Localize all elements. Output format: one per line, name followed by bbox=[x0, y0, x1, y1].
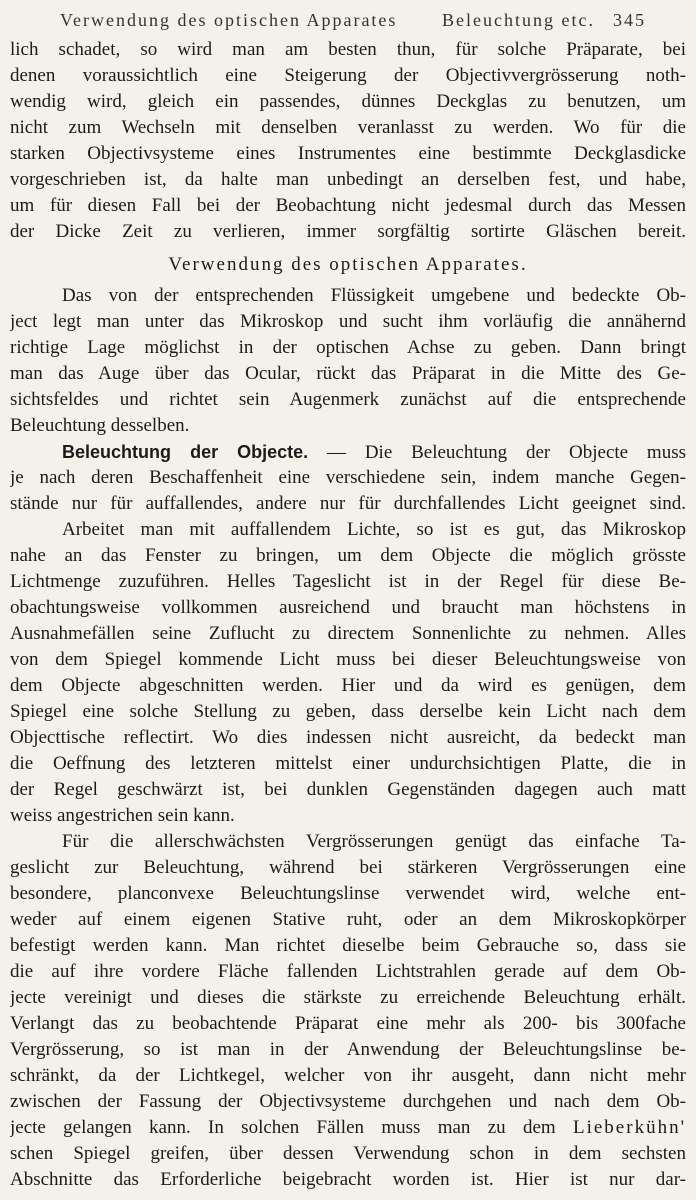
text-line: Vergrösserung, so ist man in der Anwendung der Beleuchtungslinse be- bbox=[10, 1039, 686, 1060]
section-title: Verwendung des optischen Apparates. bbox=[168, 254, 528, 275]
text-line: die Oeffnung des letzteren mittelst einer undurchsichtigen Platte, die in bbox=[10, 753, 686, 774]
text-line: Arbeitet man mit auffallendem Lichte, so ist es gut, das Mikroskop bbox=[62, 519, 686, 540]
text-line: man das Auge über das Ocular, rückt das Präparat in die Mitte des Ge- bbox=[10, 363, 686, 384]
text-line: schränkt, da der Lichtkegel, welcher von ihr ausgeht, dann nicht mehr bbox=[10, 1065, 686, 1086]
text-line: Verlangt das zu beobachtende Präparat eine mehr als 200- bis 300fache bbox=[10, 1013, 686, 1034]
text-line: richtige Lage möglichst in der optischen Achse zu geben. Dann bringt bbox=[10, 337, 686, 358]
header-title: Verwendung des optischen Apparates bbox=[60, 10, 398, 30]
text-line: nicht zum Wechseln mit denselben veranlasst zu werden. Wo für die bbox=[10, 117, 686, 138]
text-line: geslicht zur Beleuchtung, während bei stärkeren Vergrösserungen eine bbox=[10, 857, 686, 878]
text-line: wendig wird, gleich ein passendes, dünnes Deckglas zu benutzen, um bbox=[10, 91, 686, 112]
text-line: Lichtmenge zuzuführen. Helles Tageslicht ist in der Regel für diese Be- bbox=[10, 571, 686, 592]
text-line: Ausnahmefällen seine Zuflucht zu directem Sonnenlichte zu nehmen. Alles bbox=[10, 623, 686, 644]
text-line bbox=[10, 439, 686, 465]
text-line: der Dicke Zeit zu verlieren, immer sorgfältig sortirte Gläschen bereit. bbox=[10, 221, 686, 242]
paragraph-4 bbox=[10, 517, 686, 829]
text-line: die auf ihre vordere Fläche fallenden Lichtstrahlen gerade auf dem Ob- bbox=[10, 961, 686, 982]
text-line: Für die allerschwächsten Vergrösserungen genügt das einfache Ta- bbox=[62, 831, 686, 852]
text-line: vorgeschrieben ist, da halte man unbedingt an derselben fest, und habe, bbox=[10, 169, 686, 190]
text-line: zwischen der Fassung der Objectivsysteme durchgehen und nach dem Ob- bbox=[10, 1091, 686, 1112]
text-line: starken Objectivsysteme eines Instrumentes eine bestimmte Deckglasdicke bbox=[10, 143, 686, 164]
text-line: Beleuchtung desselben. bbox=[10, 415, 190, 436]
text-line: weiss angestrichen sein kann. bbox=[10, 805, 235, 826]
text-line: denen voraussichtlich eine Steigerung der Objectivvergrösserung noth- bbox=[10, 65, 686, 86]
text-line: nahe an das Fenster zu bringen, um dem Objecte die möglich grösste bbox=[10, 545, 686, 566]
text-line: besondere, planconvexe Beleuchtungslinse verwendet wird, welche ent- bbox=[10, 883, 686, 904]
subsection-heading: Beleuchtung der Objecte. bbox=[62, 442, 309, 462]
running-head bbox=[60, 10, 646, 31]
text-line: je nach deren Beschaffenheit eine verschiedene sein, indem manche Gegen- bbox=[10, 467, 686, 488]
text-line: befestigt werden kann. Man richtet dieselbe beim Gebrauche so, dass sie bbox=[10, 935, 686, 956]
text-line: von dem Spiegel kommende Licht muss bei dieser Beleuchtungsweise von bbox=[10, 649, 686, 670]
text-line: Spiegel eine solche Stellung zu geben, dass derselbe kein Licht nach dem bbox=[10, 701, 686, 722]
text-line: ject legt man unter das Mikroskop und sucht ihm vorläufig die annähernd bbox=[10, 311, 686, 332]
text-fragment: jecte gelangen kann. In solchen Fällen muss man zu dem bbox=[10, 1117, 556, 1138]
text-fragment: — Die Beleuchtung der Objecte muss bbox=[308, 442, 686, 463]
text-line: dem Objecte abgeschnitten werden. Hier und da wird es genügen, dem bbox=[10, 675, 686, 696]
text-line: der Regel geschwärzt ist, bei dunklen Gegenständen dagegen auch matt bbox=[10, 779, 686, 800]
text-line: stände nur für auffallendes, andere nur für durchfallendes Licht geeignet sind. bbox=[10, 493, 686, 514]
text-line: lich schadet, so wird man am besten thun, für solche Präparate, bei bbox=[10, 39, 686, 60]
text-line: jecte vereinigt und dieses die stärkste zu erreichende Beleuchtung erhält. bbox=[10, 987, 686, 1008]
header-subtitle: Beleuchtung etc. bbox=[442, 10, 595, 30]
paragraph-3 bbox=[10, 439, 686, 517]
page-number: 345 bbox=[613, 10, 646, 30]
text-line: Abschnitte das Erforderliche beigebracht worden ist. Hier ist nur dar- bbox=[10, 1169, 686, 1190]
paragraph-1 bbox=[10, 37, 686, 245]
text-line: schen Spiegel greifen, über dessen Verwendung schon in dem sechsten bbox=[10, 1143, 686, 1164]
text-line bbox=[10, 1115, 686, 1141]
text-line: obachtungsweise vollkommen ausreichend und braucht man höchstens in bbox=[10, 597, 686, 618]
spaced-name: Lieberkühn' bbox=[572, 1117, 686, 1138]
text-line: Objecttische reflectirt. Wo dies indessen nicht ausreicht, da bedeckt man bbox=[10, 727, 686, 748]
paragraph-2 bbox=[10, 283, 686, 439]
text-line: sichtsfeldes und richtet sein Augenmerk zunächst auf die entsprechende bbox=[10, 389, 686, 410]
text-line: um für diesen Fall bei der Beobachtung nicht jedesmal durch das Messen bbox=[10, 195, 686, 216]
text-line: weder auf einem eigenen Stative ruht, oder an dem Mikroskopkörper bbox=[10, 909, 686, 930]
text-line: Das von der entsprechenden Flüssigkeit umgebene und bedeckte Ob- bbox=[62, 285, 686, 306]
paragraph-5 bbox=[10, 829, 686, 1193]
